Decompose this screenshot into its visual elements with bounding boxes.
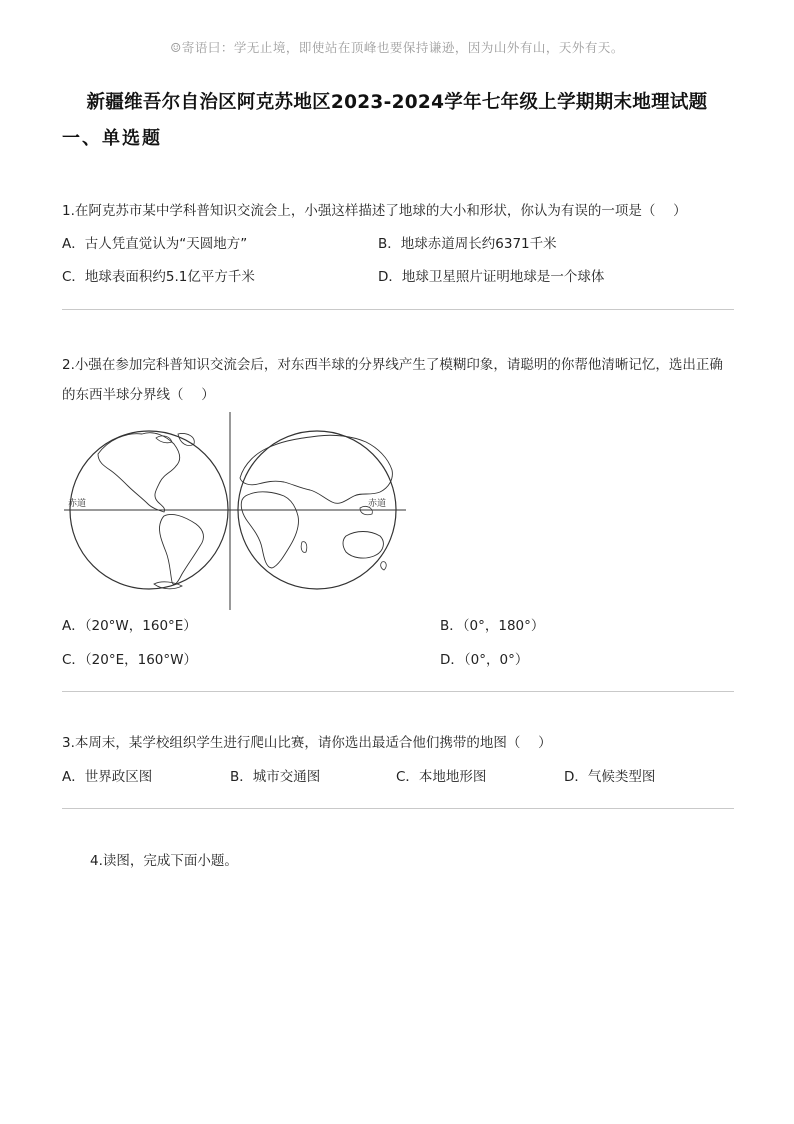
divider xyxy=(62,309,734,310)
question-3-option-c[interactable]: C．本地地形图 xyxy=(396,769,487,785)
question-1-option-d[interactable]: D．地球卫星照片证明地球是一个球体 xyxy=(378,269,605,285)
divider xyxy=(62,808,734,809)
question-3-stem: 3.本周末，某学校组织学生进行爬山比赛，请你选出最适合他们携带的地图（ ） xyxy=(62,735,552,751)
section-heading: 一、单选题 xyxy=(62,128,162,149)
hemisphere-map xyxy=(62,412,408,610)
equator-label-right: 赤道 xyxy=(368,499,387,509)
hemisphere-map-figure xyxy=(62,412,408,610)
divider xyxy=(62,691,734,692)
question-4-stem: 4.读图，完成下面小题。 xyxy=(90,853,238,869)
question-3-option-b[interactable]: B．城市交通图 xyxy=(230,769,321,785)
question-3-option-d[interactable]: D．气候类型图 xyxy=(564,769,656,785)
question-3-option-a[interactable]: A．世界政区图 xyxy=(62,769,153,785)
page-title: 新疆维吾尔自治区阿克苏地区2023-2024学年七年级上学期期末地理试题 xyxy=(86,92,708,113)
island-outline xyxy=(381,562,386,570)
question-1-option-b[interactable]: B．地球赤道周长约6371千米 xyxy=(378,236,557,252)
equator-label-left: 赤道 xyxy=(68,499,87,509)
question-2-option-d[interactable]: D．（0°，0°） xyxy=(440,652,529,668)
question-1-option-a[interactable]: A．古人凭直觉认为“天圆地方” xyxy=(62,236,248,252)
page-motto: ☺寄语曰：学无止境，即使站在顶峰也要保持谦逊，因为山外有山，天外有天。 xyxy=(170,40,624,55)
question-1-stem: 1.在阿克苏市某中学科普知识交流会上，小强这样描述了地球的大小和形状，你认为有误的一项是（ ） xyxy=(62,203,687,219)
question-2-stem: 2.小强在参加完科普知识交流会后，对东西半球的分界线产生了模糊印象，请聪明的你帮他清晰记忆，选出正确的东西半球分界线（ ） xyxy=(62,357,723,403)
question-2-option-c[interactable]: C．（20°E，160°W） xyxy=(62,652,197,668)
question-2-option-a[interactable]: A．（20°W，160°E） xyxy=(62,618,197,634)
question-1-option-c[interactable]: C．地球表面积约5.1亿平方千米 xyxy=(62,269,255,285)
question-2-option-b[interactable]: B．（0°，180°） xyxy=(440,618,545,634)
